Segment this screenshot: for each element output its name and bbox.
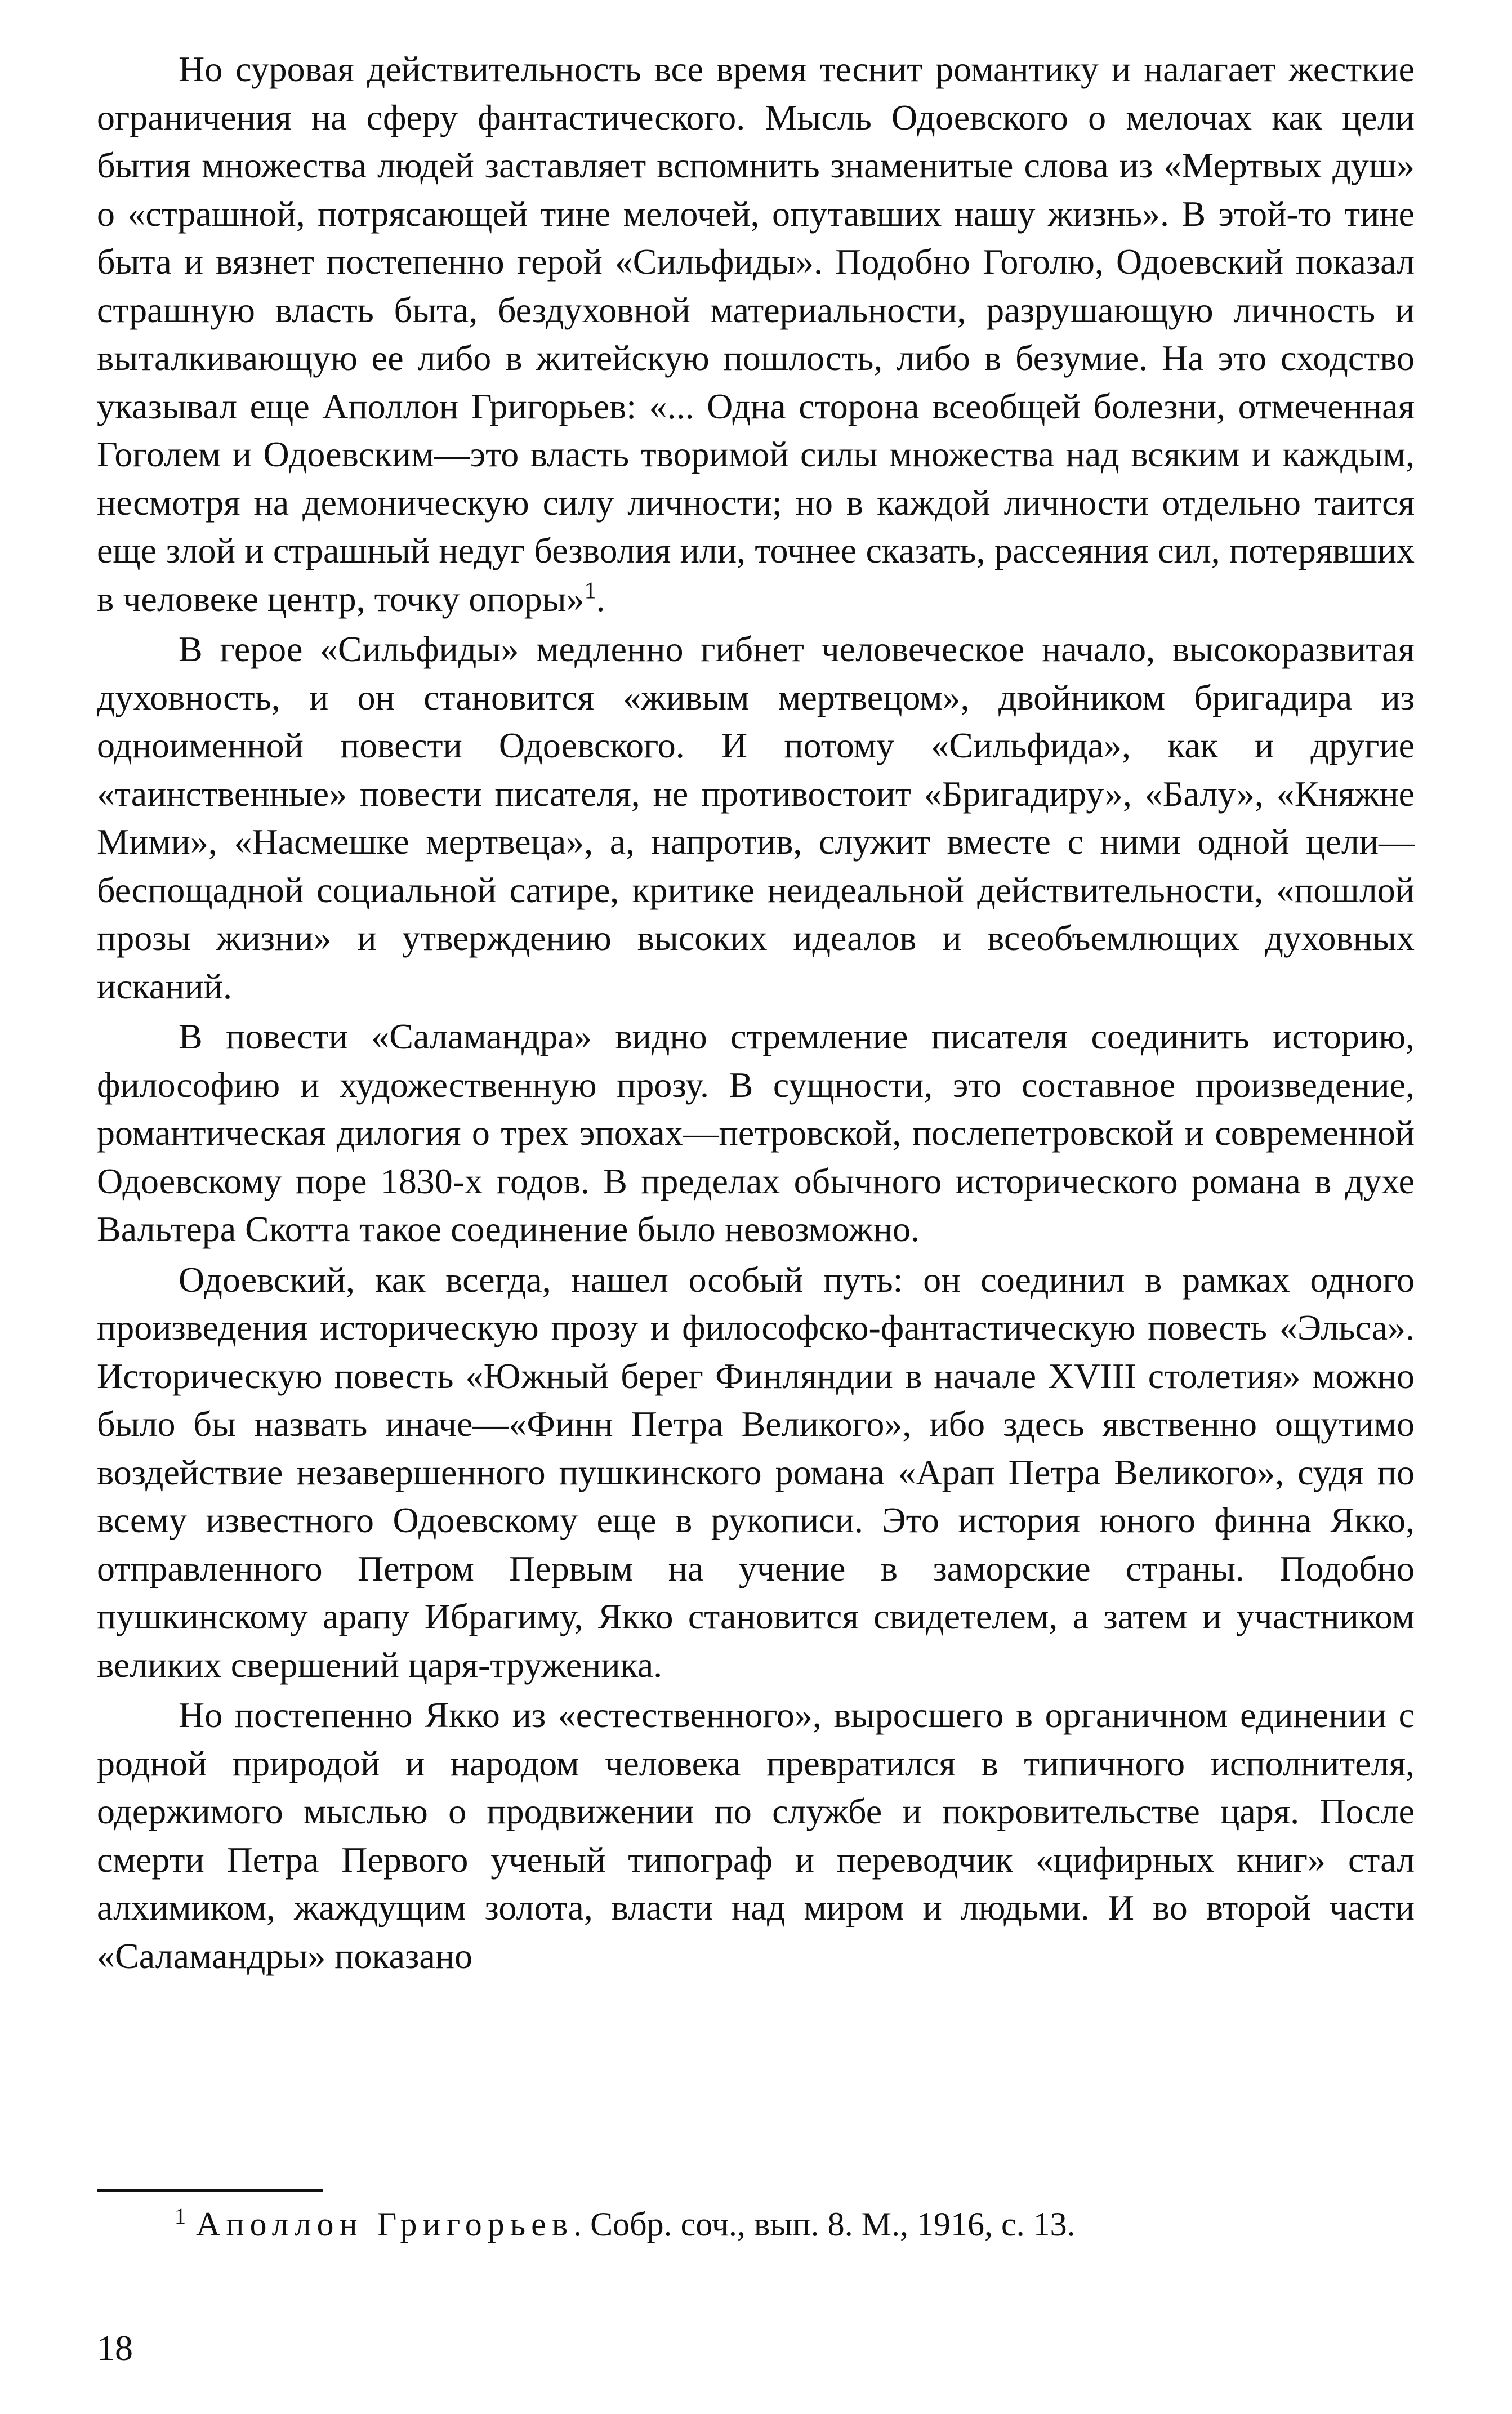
footnote	[175, 2202, 1413, 2247]
footnote-citation: . Собр. соч., вып. 8. М., 1916, с. 13.	[573, 2206, 1076, 2243]
footnote-divider	[97, 2189, 323, 2192]
paragraph-1	[97, 45, 1415, 623]
main-text	[97, 45, 1415, 1980]
paragraph-1-tail: .	[596, 578, 605, 619]
footnote-reference[interactable]: 1	[584, 578, 596, 604]
paragraph-2: В герое «Сильфиды» медленно гибнет человеческое начало, высокоразвитая духовность, и он становится «живым мертвецом», двойником бригадира из одноименной повести Одоевского. И потому «Сильфида», как и другие «таинственные» повести писателя, не противостоит «Бригадиру», «Балу», «Княжне Мими», «Насмешке мертвеца», а, напротив, служит вместе с ними одной цели—беспощадной социальной сатире, критике неидеальной действительности, «пошлой прозы жизни» и утверждению высоких идеалов и всеобъемлющих духовных исканий.	[97, 629, 1415, 1006]
paragraph-1-text: Но суровая действительность все время теснит романтику и налагает жесткие ограничения на сферу фантастического. Мысль Одоевского о мелочах как цели бытия множества людей заставляет вспомнить знаменитые слова из «Мертвых душ» о «страшной, потрясающей тине мелочей, опутавших нашу жизнь». В этой-то тине быта и вязнет постепенно герой «Сильфиды». Подобно Гоголю, Одоевский показал страшную власть быта, бездуховной материальности, разрушающую личность и выталкивающую ее либо в житейскую пошлость, либо в безумие. На это сходство указывал еще Аполлон Григорьев: «... Одна сторона всеобщей болезни, отмеченная Гоголем и Одоевским—это власть творимой силы множества над всяким и каждым, несмотря на демоническую силу личности; но в каждой личности отдельно таится еще злой и страшный недуг безволия или, точнее сказать, рассеяния сил, потерявших в человеке центр, точку опоры»	[97, 49, 1415, 619]
paragraph-3: В повести «Саламандра» видно стремление писателя соединить историю, философию и художественную прозу. В сущности, это составное произведение, романтическая дилогия о трех эпохах—петровской, послепетровской и современной Одоевскому поре 1830-х годов. В пределах обычного исторического романа в духе Вальтера Скотта такое соединение было невозможно.	[97, 1016, 1415, 1249]
page-number: 18	[97, 2328, 133, 2368]
paragraph-4: Одоевский, как всегда, нашел особый путь: он соединил в рамках одного произведения историческую прозу и философско-фантастическую повесть «Эльса». Историческую повесть «Южный берег Финляндии в начале XVIII столетия» можно было бы назвать иначе—«Финн Петра Великого», ибо здесь явственно ощутимо воздействие незавершенного пушкинского романа «Арап Петра Великого», судя по всему известного Одоевскому еще в рукописи. Это история юного финна Якко, отправленного Петром Первым на учение в заморские страны. Подобно пушкинскому арапу Ибрагиму, Якко становится свидетелем, а затем и участником великих свершений царя-труженика.	[97, 1259, 1415, 1685]
footnote-author: Аполлон Григорьев	[196, 2206, 574, 2243]
paragraph-5: Но постепенно Якко из «естественного», выросшего в органичном единении с родной природой и народом человека превратился в типичного исполнителя, одержимого мыслью о продвижении по службе и покровительстве царя. После смерти Петра Первого ученый типограф и переводчик «цифирных книг» стал алхимиком, жаждущим золота, власти над миром и людьми. И во второй части «Саламандры» показано	[97, 1695, 1415, 1976]
footnote-mark: 1	[175, 2203, 186, 2229]
